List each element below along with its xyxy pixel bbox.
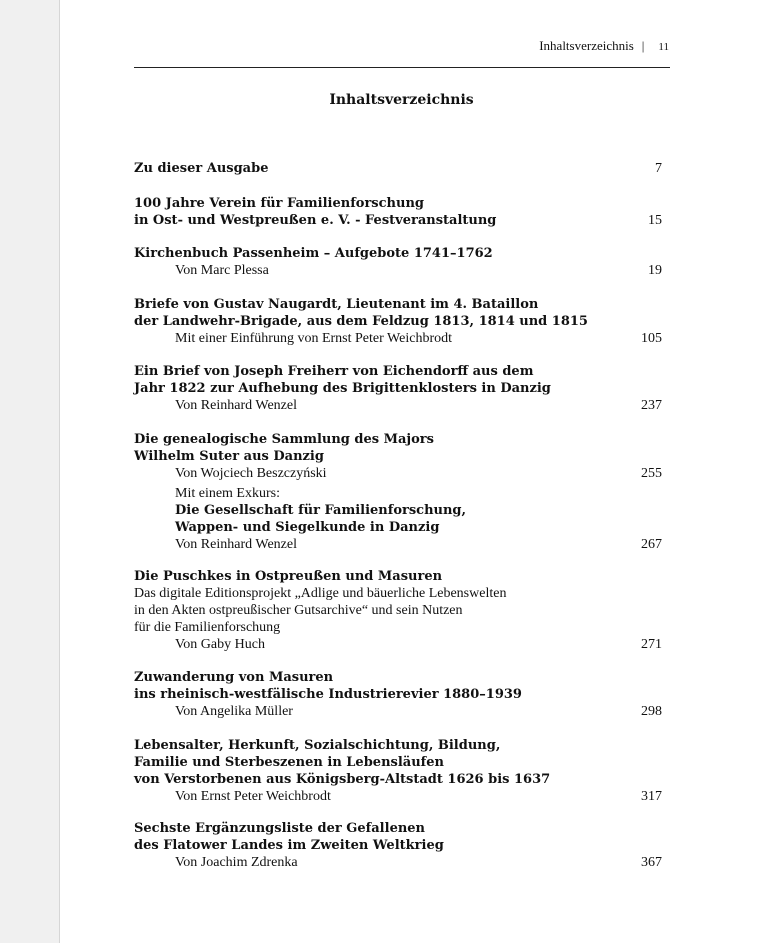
entry-title-line: ins rheinisch-westfälische Industrierevier 1880–1939	[134, 687, 522, 702]
entry-page-number: 19	[648, 263, 662, 278]
entry-title-line: der Landwehr-Brigade, aus dem Feldzug 1813, 1814 und 1815	[134, 314, 588, 329]
entry-author: Mit einer Einführung von Ernst Peter Weichbrodt	[175, 331, 452, 346]
entry-subtitle-line: Das digitale Editionsprojekt „Adlige und bäuerliche Lebenswelten	[134, 586, 507, 601]
entry-title-line: Wilhelm Suter aus Danzig	[134, 449, 324, 464]
entry-title-line: Die Gesellschaft für Familienforschung,	[175, 503, 467, 518]
entry-subtitle-line: in den Akten ostpreußischer Gutsarchive“ und sein Nutzen	[134, 603, 463, 618]
document-page	[59, 0, 763, 943]
entry-subtitle-line: für die Familienforschung	[134, 620, 281, 635]
entry-author: Von Wojciech Beszczyński	[175, 466, 327, 481]
toc-entry-puschkes	[134, 568, 662, 653]
entry-excursus-intro: Mit einem Exkurs:	[175, 486, 280, 501]
entry-page-number: 317	[641, 789, 662, 804]
toc-entry-exkurs-gesellschaft	[134, 485, 662, 553]
entry-author: Von Gaby Huch	[175, 637, 265, 652]
entry-author: Von Angelika Müller	[175, 704, 293, 719]
entry-title-line: Jahr 1822 zur Aufhebung des Brigittenklosters in Danzig	[134, 381, 551, 396]
header-rule	[134, 67, 670, 68]
entry-author: Von Ernst Peter Weichbrodt	[175, 789, 331, 804]
entry-title-line: Briefe von Gustav Naugardt, Lieutenant im 4. Bataillon	[134, 297, 539, 312]
entry-title-line: Zuwanderung von Masuren	[134, 670, 334, 685]
entry-page-number: 367	[641, 855, 662, 870]
header-page-number: 11	[658, 41, 669, 53]
entry-page-number: 7	[655, 161, 662, 176]
entry-page-number: 255	[641, 466, 662, 481]
running-title: Inhaltsverzeichnis	[539, 38, 634, 53]
entry-page-number: 105	[641, 331, 662, 346]
entry-page-number: 271	[641, 637, 662, 652]
entry-page-number: 237	[641, 398, 662, 413]
toc-entry-ergaenzungsliste	[134, 820, 662, 871]
entry-title-line: Die Puschkes in Ostpreußen und Masuren	[134, 569, 443, 584]
entry-title-line: Kirchenbuch Passenheim – Aufgebote 1741–1762	[134, 246, 493, 261]
entry-title-line: Sechste Ergänzungsliste der Gefallenen	[134, 821, 426, 836]
entry-page-number: 267	[641, 537, 662, 552]
entry-author: Von Marc Plessa	[175, 263, 269, 278]
toc-entry-briefe-naugardt	[134, 296, 662, 347]
entry-title-line: Wappen- und Siegelkunde in Danzig	[175, 520, 440, 535]
running-header	[134, 38, 669, 54]
entry-title-line: des Flatower Landes im Zweiten Weltkrieg	[134, 838, 444, 853]
entry-title-line: in Ost- und Westpreußen e. V. - Festveranstaltung	[134, 213, 497, 228]
entry-title-line: 100 Jahre Verein für Familienforschung	[134, 196, 424, 211]
toc-entry-100-jahre-verein	[134, 195, 662, 229]
entry-title-line: Familie und Sterbeszenen in Lebensläufen	[134, 755, 444, 770]
toc-entry-kirchenbuch-passenheim	[134, 245, 662, 279]
toc-entry-lebensalter	[134, 737, 662, 805]
entry-title-line: Ein Brief von Joseph Freiherr von Eichendorff aus dem	[134, 364, 534, 379]
toc-entry-zuwanderung-masuren	[134, 669, 662, 720]
entry-author: Von Reinhard Wenzel	[175, 537, 297, 552]
toc-title: Inhaltsverzeichnis	[329, 92, 474, 108]
header-separator: |	[641, 38, 645, 53]
entry-author: Von Joachim Zdrenka	[175, 855, 298, 870]
entry-title-line: von Verstorbenen aus Königsberg-Altstadt 1626 bis 1637	[134, 772, 551, 787]
entry-author: Von Reinhard Wenzel	[175, 398, 297, 413]
entry-title-line: Die genealogische Sammlung des Majors	[134, 432, 434, 447]
entry-title-line: Zu dieser Ausgabe	[134, 161, 269, 176]
toc-entry-brief-eichendorff	[134, 363, 662, 414]
entry-page-number: 15	[648, 213, 662, 228]
toc-entry-zu-dieser-ausgabe	[134, 160, 662, 177]
entry-title-line: Lebensalter, Herkunft, Sozialschichtung, Bildung,	[134, 738, 501, 753]
entry-page-number: 298	[641, 704, 662, 719]
toc-entry-sammlung-suter	[134, 431, 662, 482]
